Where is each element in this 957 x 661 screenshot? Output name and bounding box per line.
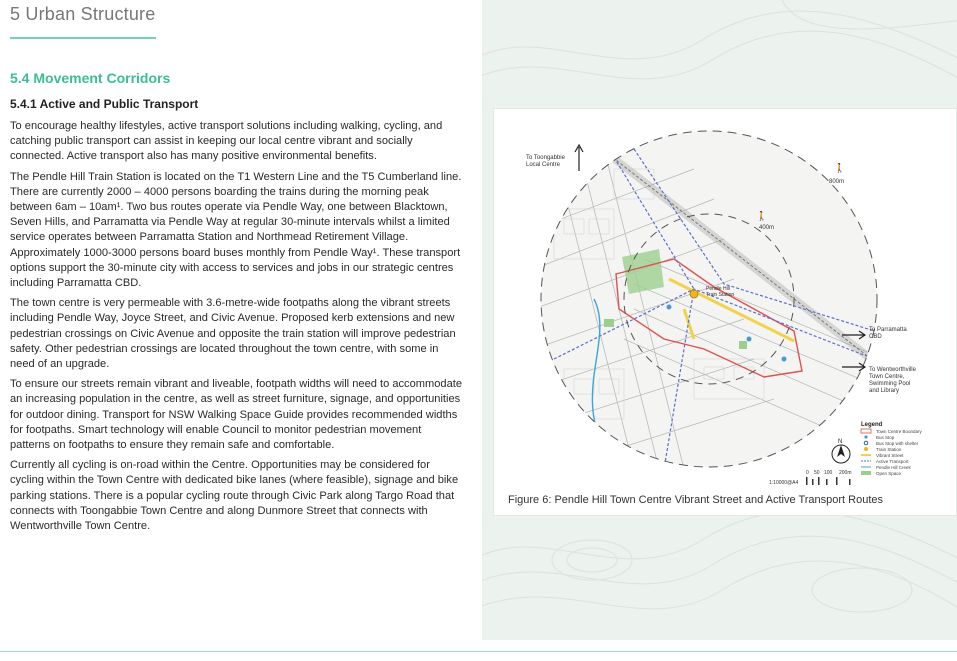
footer-rule — [0, 651, 957, 652]
body-text — [10, 119, 462, 539]
paragraph: The town centre is very permeable with 3.6-metre-wide footpaths along the vibrant streets including Pendle Way, Joyce Street, and Civic Avenue. Proposed kerb extensions and new pedestrian crossings on Civic Avenue and opposite the train station will improve pedestrian safety. Other pedestrian crossings are located throughout the town centre, with some in need of an upgrade. — [10, 297, 456, 371]
scale-200: 200m — [839, 470, 852, 476]
paragraph: The Pendle Hill Train Station is located on the T1 Western Line and the T5 Cumberland line. There are currently 2000 – 4000 persons boarding the trains during the morning peak between 6am – 10am¹. Two bus routes operate via Pendle Way, one between Blacktown, Seven Hills, and Parramatta via Pendle Way at regular 30-minute intervals whilst a limited service operates between Parramatta Station and Northmead Retirement Village. Approximately 1000-3000 persons board buses monthly from Pendle Way¹. These transport options support the 30-minute city with access to services and jobs in our strategic centres including Parramatta CBD. — [10, 170, 462, 290]
label-cbd: CBD — [869, 334, 882, 340]
label-to-wentworthville: To Wentworthville — [869, 367, 916, 373]
figure-card — [493, 108, 957, 516]
legend-item: Active Transport — [876, 459, 909, 464]
section-title: 5.4 Movement Corridors — [10, 70, 171, 86]
legend-item: Train Station — [876, 447, 902, 452]
label-to-toongabbie: To Toongabbie — [526, 155, 565, 161]
paragraph: To encourage healthy lifestyles, active transport solutions including walking, cycling, and catching public transport can assist in keeping our local centre vibrant and socially connected. Active transport also has many positive environmental benefits. — [10, 120, 443, 163]
label-train-station: Train Station — [706, 292, 735, 298]
map — [494, 109, 956, 489]
legend-item: Vibrant Street — [876, 453, 904, 458]
label-swimming-pool: Swimming Pool — [869, 381, 911, 387]
legend-title: Legend — [861, 422, 883, 428]
label-400m: 400m — [759, 225, 775, 231]
label-library: and Library — [869, 388, 900, 394]
legend — [861, 422, 923, 476]
label-800m: 800m — [829, 179, 845, 185]
paragraph: To ensure our streets remain vibrant and liveable, footpath widths will need to accommodate an increasing population in the centre, as well as street furniture, signage, and opportunities for outdoor dining. Transport for NSW Walking Space Guide provides recommended widths for footpaths. Smart technology will enable Council to monitor pedestrian movement patterns on footpaths to ensure they remain safe and comfortable. — [10, 378, 463, 452]
walker-icon: 🚶 — [834, 163, 846, 173]
scale-label: 1:10000@A4 — [769, 480, 799, 486]
subsection-title: 5.4.1 Active and Public Transport — [10, 97, 199, 111]
label-local-centre: Local Centre — [526, 162, 561, 168]
scale-100: 100 — [824, 470, 833, 476]
walker-icon: 🚶 — [756, 211, 768, 221]
figure-caption: Figure 6: Pendle Hill Town Centre Vibrant Street and Active Transport Routes — [508, 494, 884, 506]
legend-item: Town Centre Boundary — [876, 429, 922, 434]
scale-bar — [769, 470, 852, 486]
label-station: Pendle Hill — [706, 286, 730, 292]
label-town-centre: Town Centre, — [869, 374, 905, 380]
paragraph: Currently all cycling is on-road within the Centre. Opportunities may be considered for cycling within the Town Centre with dedicated bike lanes (where feasible), signage and bike parking stations. There is a popular cycling route through Civic Park along Targo Road that connects with Toongabbie Town Centre and along Dunmore Street that connects with Wentworthville Town Centre. — [10, 459, 459, 533]
train-station-icon — [690, 290, 698, 298]
legend-item: Pendle Hill Creek — [876, 465, 911, 470]
chapter-title: 5 Urban Structure — [10, 4, 156, 24]
legend-item: Bus Stop with shelter — [876, 441, 919, 446]
scale-50: 50 — [814, 470, 820, 476]
legend-item: Bus Stop — [876, 435, 895, 440]
label-to-parramatta: To Parramatta — [869, 327, 907, 333]
scale-0: 0 — [806, 470, 809, 476]
chapter-underline — [10, 37, 156, 39]
north-arrow-toongabbie-icon — [575, 145, 583, 171]
north-compass-icon — [832, 439, 850, 463]
legend-item: Open Space — [876, 471, 902, 476]
north-label: N — [838, 439, 843, 445]
